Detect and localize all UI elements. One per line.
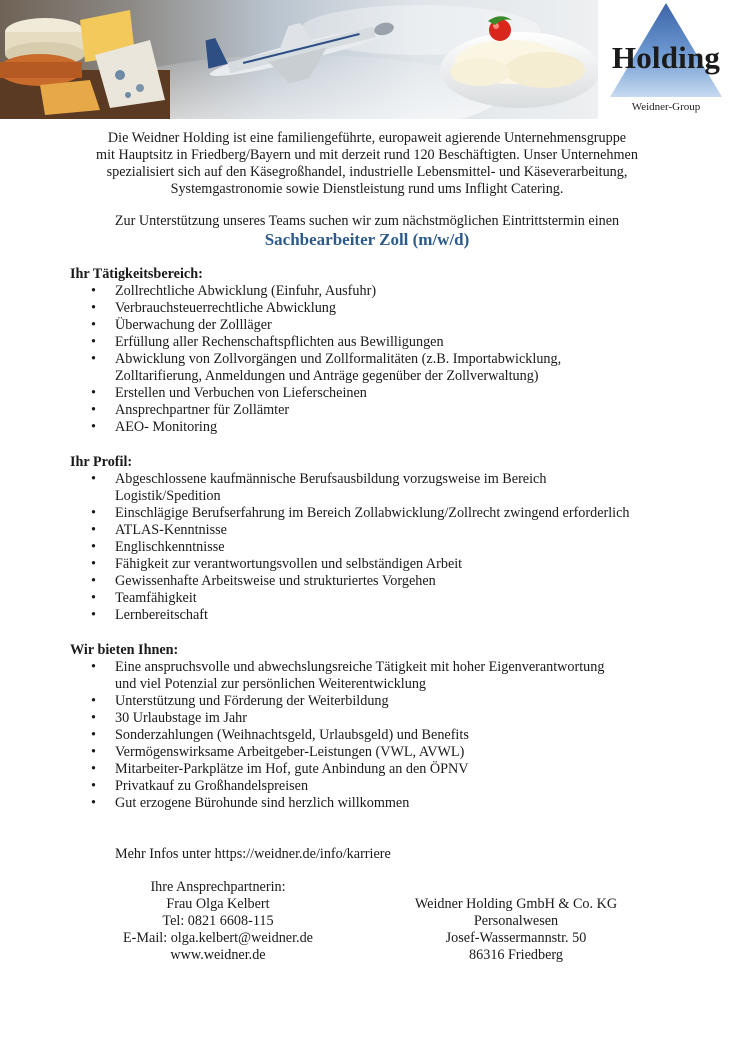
section-tasks — [70, 266, 670, 436]
profile-list — [70, 471, 670, 624]
bullet-icon: • — [91, 761, 96, 777]
bullet-icon: • — [91, 727, 96, 743]
list-item: • AEO- Monitoring — [91, 419, 218, 435]
intro-line: Systemgastronomie sowie Dienstleistung rund ums Inflight Catering. — [170, 181, 564, 197]
bullet-icon: • — [91, 795, 96, 811]
section-heading: Ihr Profil: — [70, 454, 133, 470]
list-item: • Verbrauchsteuerrechtliche Abwicklung — [91, 300, 336, 316]
list-item: • Zollrechtliche Abwicklung (Einfuhr, Ausfuhr) — [91, 283, 377, 299]
task-list — [70, 283, 670, 436]
intro-line: mit Hauptsitz in Friedberg/Bayern und mit derzeit rund 120 Beschäftigten. Unser Unternehmen — [96, 147, 638, 163]
bullet-icon: • — [91, 419, 96, 435]
list-item: • Ansprechpartner für Zollämter — [91, 402, 290, 418]
company-intro — [70, 130, 664, 198]
contact-label: Ihre Ansprechpartnerin: — [150, 879, 286, 895]
bullet-icon: • — [91, 471, 96, 487]
list-item: • Privatkauf zu Großhandelspreisen — [91, 778, 309, 794]
lead-sentence: Zur Unterstützung unseres Teams suchen wir zum nächstmöglichen Eintrittstermin einen — [114, 213, 620, 229]
list-item: • Teamfähigkeit — [91, 590, 197, 606]
list-item: • 30 Urlaubstage im Jahr — [91, 710, 247, 726]
contact-website[interactable]: www.weidner.de — [170, 947, 266, 963]
list-item: • Lernbereitschaft — [91, 607, 208, 623]
bullet-icon: • — [91, 659, 96, 675]
company-department: Personalwesen — [473, 913, 559, 929]
bullet-icon: • — [91, 351, 96, 367]
header-banner — [0, 0, 734, 119]
list-item: • Fähigkeit zur verantwortungsvollen und selbständigen Arbeit — [91, 556, 463, 572]
contact-block — [108, 879, 328, 964]
bullet-icon: • — [91, 283, 96, 299]
list-item: • Sonderzahlungen (Weihnachtsgeld, Urlaubsgeld) und Benefits — [91, 727, 469, 743]
bullet-icon: • — [91, 693, 96, 709]
bullet-icon: • — [91, 505, 96, 521]
offer-list — [70, 659, 670, 812]
company-address — [392, 896, 640, 964]
list-item: • Einschlägige Berufserfahrung im Bereich Zollabwicklung/Zollrecht zwingend erforderlich — [91, 505, 630, 521]
list-item: • Vermögenswirksame Arbeitgeber-Leistungen (VWL, AVWL) — [91, 744, 465, 760]
job-title: Sachbearbeiter Zoll (m/w/d) — [264, 230, 470, 249]
bullet-icon: • — [91, 744, 96, 760]
company-street: Josef-Wassermannstr. 50 — [445, 930, 587, 946]
bullet-icon: • — [91, 385, 96, 401]
company-logo[interactable] — [598, 0, 734, 119]
company-name: Weidner Holding GmbH & Co. KG — [414, 896, 618, 912]
bullet-icon: • — [91, 590, 96, 606]
bullet-icon: • — [91, 300, 96, 316]
banner-photo — [0, 0, 598, 119]
list-item: • Eine anspruchsvolle und abwechslungsreiche Tätigkeit mit hoher Eigenverantwortung und viel Potenzial zur persönlichen Weiterentwicklung — [91, 659, 605, 692]
list-item: • Unterstützung und Förderung der Weiterbildung — [91, 693, 389, 709]
logo-subtitle: Weidner-Group — [631, 101, 701, 113]
more-info-link[interactable]: Mehr Infos unter https://weidner.de/info/karriere — [115, 846, 391, 862]
list-item: • Abwicklung von Zollvorgängen und Zollformalitäten (z.B. Importabwicklung, Zolltarifierung, Anmeldungen und Anträge gegenüber der Zollverwaltung) — [91, 351, 562, 384]
bullet-icon: • — [91, 573, 96, 589]
contact-name: Frau Olga Kelbert — [166, 896, 270, 912]
bullet-icon: • — [91, 317, 96, 333]
bullet-icon: • — [91, 607, 96, 623]
intro-line: Die Weidner Holding ist eine familiengeführte, europaweit agierende Unternehmensgruppe — [107, 130, 627, 146]
list-item: • ATLAS-Kenntnisse — [91, 522, 227, 538]
bullet-icon: • — [91, 334, 96, 350]
logo-wordmark: Holding — [611, 40, 721, 75]
contact-email[interactable]: E-Mail: olga.kelbert@weidner.de — [123, 930, 313, 946]
list-item: • Erfüllung aller Rechenschaftspflichten aus Bewilligungen — [91, 334, 444, 350]
list-item: • Mitarbeiter-Parkplätze im Hof, gute Anbindung an den ÖPNV — [91, 761, 469, 777]
intro-line: spezialisiert sich auf den Käsegroßhandel, industrielle Lebensmittel- und Käseverarbeitung, — [106, 164, 628, 180]
bullet-icon: • — [91, 710, 96, 726]
contact-phone: Tel: 0821 6608-115 — [162, 913, 274, 929]
bullet-icon: • — [91, 522, 96, 538]
section-heading: Wir bieten Ihnen: — [70, 642, 179, 658]
list-item: • Überwachung der Zollläger — [91, 317, 272, 333]
section-offer — [70, 642, 670, 812]
list-item: • Abgeschlossene kaufmännische Berufsausbildung vorzugsweise im Bereich Logistik/Spedition — [91, 471, 547, 504]
bullet-icon: • — [91, 556, 96, 572]
bullet-icon: • — [91, 778, 96, 794]
bullet-icon: • — [91, 539, 96, 555]
bullet-icon: • — [91, 402, 96, 418]
list-item: • Erstellen und Verbuchen von Lieferscheinen — [91, 385, 367, 401]
section-profile — [70, 454, 670, 624]
list-item: • Gewissenhafte Arbeitsweise und strukturiertes Vorgehen — [91, 573, 436, 589]
list-item: • Englischkenntnisse — [91, 539, 225, 555]
list-item: • Gut erzogene Bürohunde sind herzlich willkommen — [91, 795, 410, 811]
company-city: 86316 Friedberg — [469, 947, 563, 963]
section-heading: Ihr Tätigkeitsbereich: — [70, 266, 203, 282]
